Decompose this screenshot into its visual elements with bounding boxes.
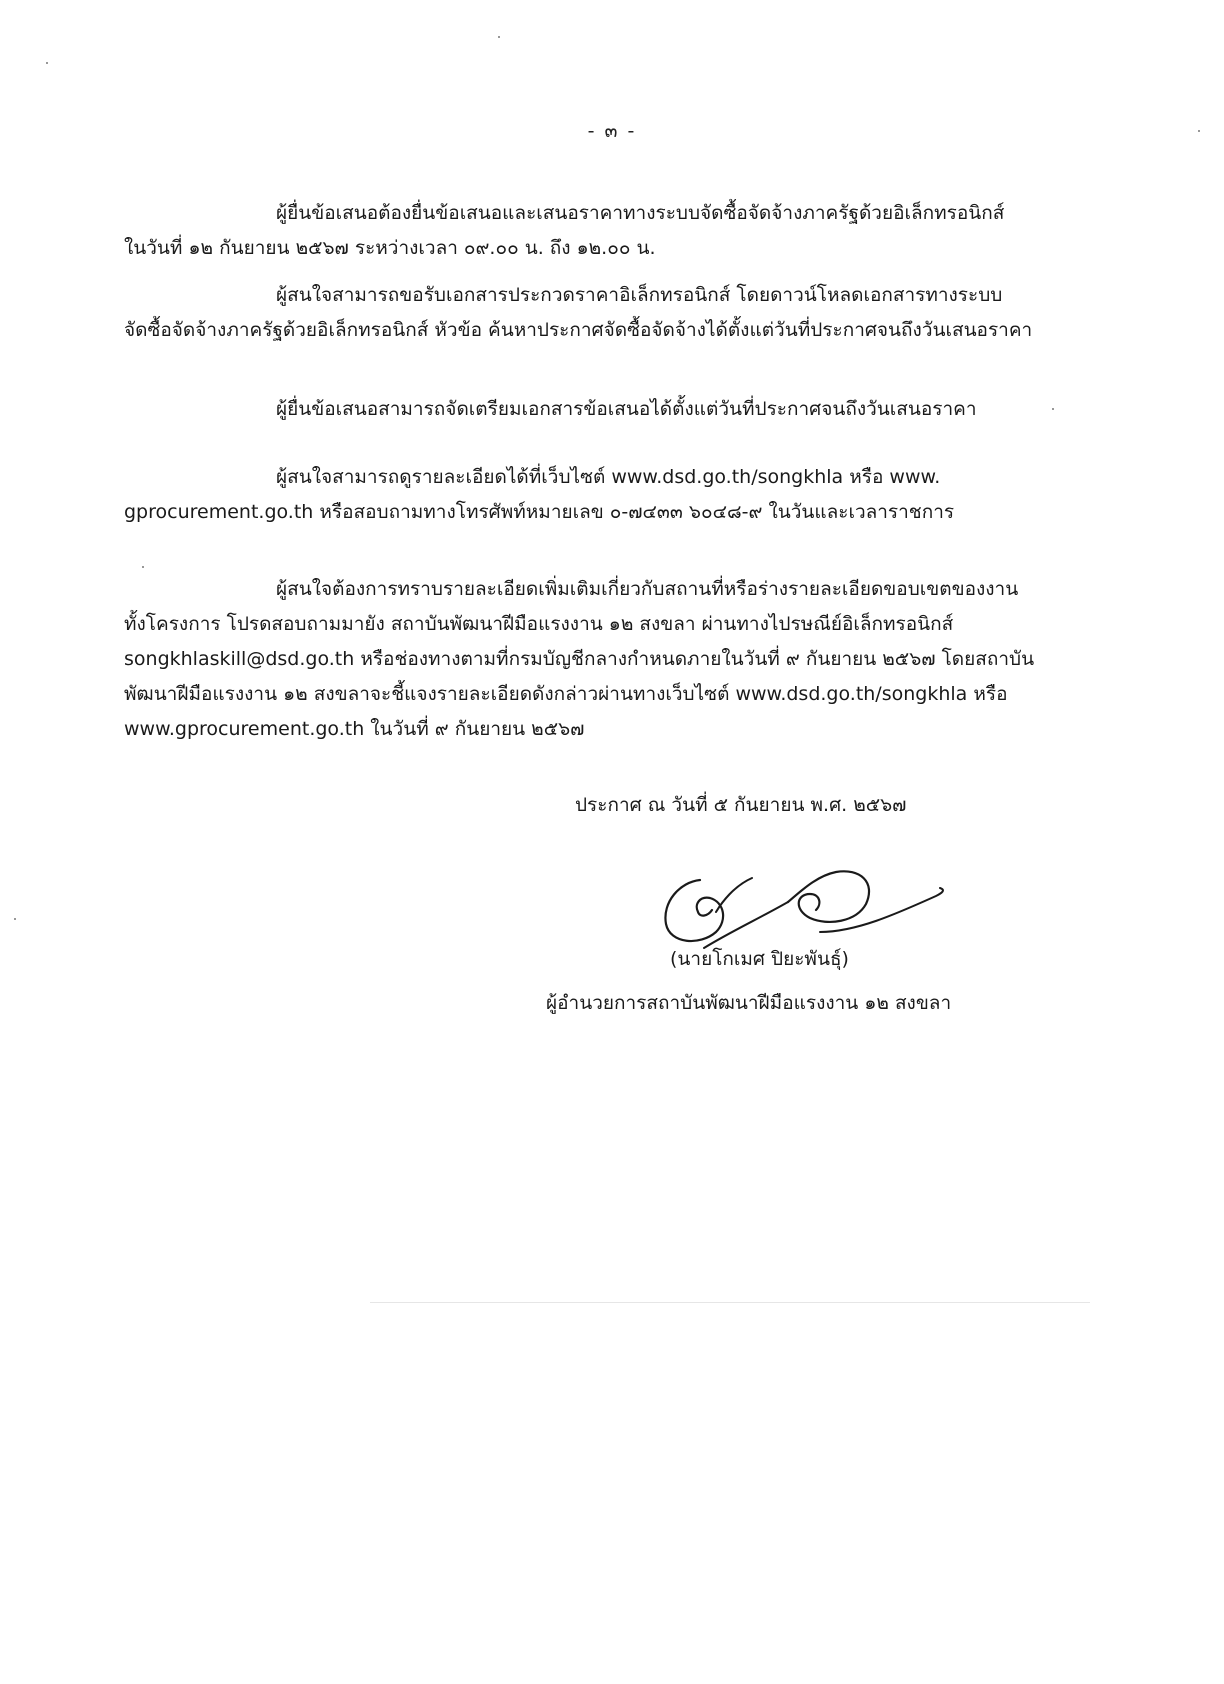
paragraph-line: ผู้สนใจต้องการทราบรายละเอียดเพิ่มเติมเกี่ยวกับสถานที่หรือร่างรายละเอียดขอบเขตของงาน xyxy=(276,578,1019,600)
scan-artifact-line xyxy=(370,1302,1090,1303)
paragraph-line: พัฒนาฝีมือแรงงาน ๑๒ สงขลาจะชี้แจงรายละเอียดดังกล่าวผ่านทางเว็บไซต์ www.dsd.go.th/songkhla หรือ xyxy=(124,683,1008,705)
page-number: - ๓ - xyxy=(587,120,637,142)
paragraph-line: gprocurement.go.th หรือสอบถามทางโทรศัพท์หมายเลข ๐-๗๔๓๓ ๖๐๔๘-๙ ในวันและเวลาราชการ xyxy=(124,501,955,523)
handwritten-signature xyxy=(660,852,960,952)
paragraph-line: ผู้ยื่นข้อเสนอต้องยื่นข้อเสนอและเสนอราคาทางระบบจัดซื้อจัดจ้างภาครัฐด้วยอิเล็กทรอนิกส์ xyxy=(276,202,1005,224)
paragraph-website-contact xyxy=(124,460,1094,530)
paragraph-line: ผู้ยื่นข้อเสนอสามารถจัดเตรียมเอกสารข้อเสนอได้ตั้งแต่วันที่ประกาศจนถึงวันเสนอราคา xyxy=(276,398,977,420)
paragraph-document-preparation xyxy=(124,392,1094,427)
paragraph-further-details xyxy=(124,572,1094,747)
scan-speck xyxy=(14,918,16,920)
paragraph-document-download xyxy=(124,278,1094,348)
signer-title: ผู้อำนวยการสถาบันพัฒนาฝีมือแรงงาน ๑๒ สงขลา xyxy=(546,992,952,1014)
paragraph-line: จัดซื้อจัดจ้างภาครัฐด้วยอิเล็กทรอนิกส์ หัวข้อ ค้นหาประกาศจัดซื้อจัดจ้างได้ตั้งแต่วันที่ประกาศจนถึงวันเสนอราคา xyxy=(124,319,1033,341)
signer-name: (นายโกเมศ ปิยะพันธุ์) xyxy=(670,948,849,970)
paragraph-line: www.gprocurement.go.th ในวันที่ ๙ กันยายน ๒๕๖๗ xyxy=(124,718,585,740)
scan-speck xyxy=(1052,408,1054,410)
paragraph-line: ผู้สนใจสามารถดูรายละเอียดได้ที่เว็บไซต์ www.dsd.go.th/songkhla หรือ www. xyxy=(276,466,941,488)
paragraph-line: songkhlaskill@dsd.go.th หรือช่องทางตามที่กรมบัญชีกลางกำหนดภายในวันที่ ๙ กันยายน ๒๕๖๗ โดยสถาบัน xyxy=(124,648,1035,670)
scan-speck xyxy=(142,566,144,568)
paragraph-line: ในวันที่ ๑๒ กันยายน ๒๕๖๗ ระหว่างเวลา ๐๙.๐๐ น. ถึง ๑๒.๐๐ น. xyxy=(124,237,656,259)
scan-speck xyxy=(498,36,500,38)
scan-speck xyxy=(1198,130,1200,132)
paragraph-line: ทั้งโครงการ โปรดสอบถามมายัง สถาบันพัฒนาฝีมือแรงงาน ๑๒ สงขลา ผ่านทางไปรษณีย์อิเล็กทรอนิกส์ xyxy=(124,613,954,635)
paragraph-line: ผู้สนใจสามารถขอรับเอกสารประกวดราคาอิเล็กทรอนิกส์ โดยดาวน์โหลดเอกสารทางระบบ xyxy=(276,284,1003,306)
announcement-date: ประกาศ ณ วันที่ ๕ กันยายน พ.ศ. ๒๕๖๗ xyxy=(575,794,907,816)
paragraph-bidding-submission xyxy=(124,196,1094,266)
scan-speck xyxy=(46,62,48,64)
